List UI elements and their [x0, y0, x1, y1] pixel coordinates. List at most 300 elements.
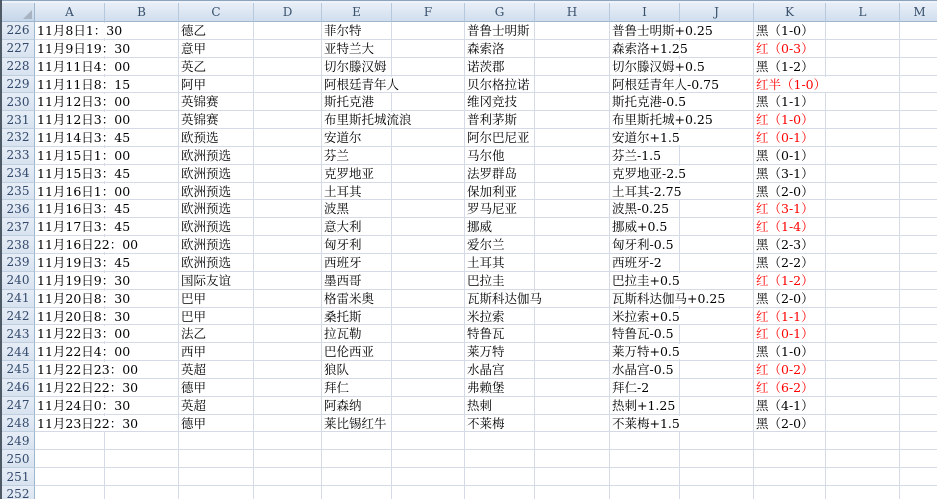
cell-L234[interactable] — [826, 165, 900, 183]
column-header-C[interactable]: C — [179, 3, 254, 22]
cell-E232[interactable] — [322, 129, 392, 147]
cell-L227[interactable] — [826, 40, 900, 58]
cell-I234[interactable] — [610, 165, 687, 183]
cell-F244[interactable] — [392, 343, 465, 361]
cell-I241[interactable] — [610, 290, 726, 308]
cell-A229[interactable] — [35, 76, 131, 94]
row-header-248[interactable]: 248 — [2, 415, 35, 433]
cell-I242[interactable] — [610, 308, 680, 326]
column-header-M[interactable]: M — [900, 3, 937, 22]
cell-J245[interactable] — [680, 361, 754, 379]
cell-H236[interactable] — [535, 200, 610, 218]
cell-L237[interactable] — [826, 218, 900, 236]
cell-A246[interactable] — [35, 379, 139, 397]
cell-J252[interactable] — [680, 486, 754, 499]
cell-H242[interactable] — [535, 308, 610, 326]
cell-M242[interactable] — [900, 308, 937, 326]
cell-A237[interactable] — [35, 218, 131, 236]
cell-L246[interactable] — [826, 379, 900, 397]
cell-H237[interactable] — [535, 218, 610, 236]
cell-J242[interactable] — [680, 308, 754, 326]
cell-A233[interactable] — [35, 147, 131, 165]
cell-D233[interactable] — [254, 147, 322, 165]
cell-D249[interactable] — [254, 432, 322, 450]
cell-M236[interactable] — [900, 200, 937, 218]
cell-A245[interactable] — [35, 361, 139, 379]
cell-I238[interactable] — [610, 236, 680, 254]
cell-F235[interactable] — [392, 183, 465, 201]
cell-C237[interactable] — [179, 218, 254, 236]
cell-K248[interactable] — [754, 415, 826, 433]
cell-J250[interactable] — [680, 450, 754, 468]
cell-I227[interactable] — [610, 40, 688, 58]
cell-A239[interactable] — [35, 254, 131, 272]
cell-L243[interactable] — [826, 325, 900, 343]
cell-K242[interactable] — [754, 308, 826, 326]
cell-F250[interactable] — [392, 450, 465, 468]
row-header-233[interactable]: 233 — [2, 147, 35, 165]
cell-C248[interactable] — [179, 415, 254, 433]
cell-H227[interactable] — [535, 40, 610, 58]
cell-L250[interactable] — [826, 450, 900, 468]
cell-H231[interactable] — [535, 111, 610, 129]
cell-E237[interactable] — [322, 218, 392, 236]
cell-I250[interactable] — [610, 450, 680, 468]
cell-E242[interactable] — [322, 308, 392, 326]
cell-K227[interactable] — [754, 40, 826, 58]
cell-L252[interactable] — [826, 486, 900, 499]
cell-L244[interactable] — [826, 343, 900, 361]
cell-M227[interactable] — [900, 40, 937, 58]
cell-A244[interactable] — [35, 343, 131, 361]
cell-K249[interactable] — [754, 432, 826, 450]
cell-H244[interactable] — [535, 343, 610, 361]
cell-M229[interactable] — [900, 76, 937, 94]
cell-D229[interactable] — [254, 76, 322, 94]
cell-I244[interactable] — [610, 343, 680, 361]
column-header-F[interactable]: F — [392, 3, 465, 22]
select-all-corner[interactable] — [2, 3, 35, 22]
cell-L240[interactable] — [826, 272, 900, 290]
cell-M252[interactable] — [900, 486, 937, 499]
cell-M250[interactable] — [900, 450, 937, 468]
cell-H250[interactable] — [535, 450, 610, 468]
cell-I226[interactable] — [610, 22, 713, 40]
cell-B251[interactable] — [105, 468, 179, 486]
cell-M232[interactable] — [900, 129, 937, 147]
cell-M234[interactable] — [900, 165, 937, 183]
cell-F238[interactable] — [392, 236, 465, 254]
cell-K233[interactable] — [754, 147, 826, 165]
cell-H241[interactable] — [535, 290, 610, 308]
cell-G233[interactable] — [465, 147, 535, 165]
cell-G230[interactable] — [465, 93, 535, 111]
cell-M246[interactable] — [900, 379, 937, 397]
cell-D248[interactable] — [254, 415, 322, 433]
cell-M231[interactable] — [900, 111, 937, 129]
cell-L229[interactable] — [826, 76, 900, 94]
cell-L235[interactable] — [826, 183, 900, 201]
cell-K235[interactable] — [754, 183, 826, 201]
cell-M245[interactable] — [900, 361, 937, 379]
cell-I245[interactable] — [610, 361, 680, 379]
cell-K247[interactable] — [754, 397, 826, 415]
cell-M237[interactable] — [900, 218, 937, 236]
cell-A226[interactable] — [35, 22, 123, 40]
cell-K239[interactable] — [754, 254, 826, 272]
row-header-234[interactable]: 234 — [2, 165, 35, 183]
cell-I248[interactable] — [610, 415, 680, 433]
cell-J236[interactable] — [680, 200, 754, 218]
cell-J238[interactable] — [680, 236, 754, 254]
cell-J251[interactable] — [680, 468, 754, 486]
cell-L248[interactable] — [826, 415, 900, 433]
cell-C246[interactable] — [179, 379, 254, 397]
cell-A232[interactable] — [35, 129, 131, 147]
cell-I228[interactable] — [610, 58, 705, 76]
cell-E239[interactable] — [322, 254, 392, 272]
cell-G231[interactable] — [465, 111, 535, 129]
cell-C241[interactable] — [179, 290, 254, 308]
cell-H240[interactable] — [535, 272, 610, 290]
cell-H239[interactable] — [535, 254, 610, 272]
cell-C240[interactable] — [179, 272, 254, 290]
cell-H251[interactable] — [535, 468, 610, 486]
row-header-226[interactable]: 226 — [2, 22, 35, 40]
cell-D228[interactable] — [254, 58, 322, 76]
cell-F247[interactable] — [392, 397, 465, 415]
cell-I231[interactable] — [610, 111, 713, 129]
row-header-230[interactable]: 230 — [2, 93, 35, 111]
row-header-238[interactable]: 238 — [2, 236, 35, 254]
cell-K251[interactable] — [754, 468, 826, 486]
cell-D251[interactable] — [254, 468, 322, 486]
row-header-246[interactable]: 246 — [2, 379, 35, 397]
cell-F226[interactable] — [392, 22, 465, 40]
cell-G248[interactable] — [465, 415, 535, 433]
cell-I235[interactable] — [610, 183, 680, 201]
cell-F251[interactable] — [392, 468, 465, 486]
cell-H235[interactable] — [535, 183, 610, 201]
cell-C229[interactable] — [179, 76, 254, 94]
row-header-232[interactable]: 232 — [2, 129, 35, 147]
cell-K234[interactable] — [754, 165, 826, 183]
cell-H234[interactable] — [535, 165, 610, 183]
cell-I230[interactable] — [610, 93, 687, 111]
cell-F233[interactable] — [392, 147, 465, 165]
cell-B249[interactable] — [105, 432, 179, 450]
cell-J244[interactable] — [680, 343, 754, 361]
cell-E244[interactable] — [322, 343, 392, 361]
cell-D252[interactable] — [254, 486, 322, 499]
cell-J247[interactable] — [680, 397, 754, 415]
cell-M247[interactable] — [900, 397, 937, 415]
cell-J227[interactable] — [680, 40, 754, 58]
cell-C245[interactable] — [179, 361, 254, 379]
row-header-231[interactable]: 231 — [2, 111, 35, 129]
cell-K245[interactable] — [754, 361, 826, 379]
cell-G228[interactable] — [465, 58, 535, 76]
column-header-E[interactable]: E — [322, 3, 392, 22]
cell-A243[interactable] — [35, 325, 131, 343]
cell-A238[interactable] — [35, 236, 139, 254]
cell-H228[interactable] — [535, 58, 610, 76]
cell-E226[interactable] — [322, 22, 392, 40]
cell-G241[interactable] — [465, 290, 543, 308]
cell-G226[interactable] — [465, 22, 535, 40]
cell-F230[interactable] — [392, 93, 465, 111]
cell-C243[interactable] — [179, 325, 254, 343]
cell-A252[interactable] — [35, 486, 105, 499]
cell-F240[interactable] — [392, 272, 465, 290]
cell-M249[interactable] — [900, 432, 937, 450]
cell-K250[interactable] — [754, 450, 826, 468]
row-header-242[interactable]: 242 — [2, 308, 35, 326]
cell-J235[interactable] — [680, 183, 754, 201]
cell-A242[interactable] — [35, 308, 131, 326]
cell-L228[interactable] — [826, 58, 900, 76]
row-header-247[interactable]: 247 — [2, 397, 35, 415]
row-header-239[interactable]: 239 — [2, 254, 35, 272]
row-header-235[interactable]: 235 — [2, 183, 35, 201]
cell-C234[interactable] — [179, 165, 254, 183]
cell-H243[interactable] — [535, 325, 610, 343]
cell-J243[interactable] — [680, 325, 754, 343]
cell-L230[interactable] — [826, 93, 900, 111]
cell-L236[interactable] — [826, 200, 900, 218]
cell-I229[interactable] — [610, 76, 720, 94]
cell-D231[interactable] — [254, 111, 322, 129]
cell-E235[interactable] — [322, 183, 392, 201]
cell-G232[interactable] — [465, 129, 535, 147]
cell-E252[interactable] — [322, 486, 392, 499]
cell-G247[interactable] — [465, 397, 535, 415]
cell-G251[interactable] — [465, 468, 535, 486]
cell-C244[interactable] — [179, 343, 254, 361]
cell-E246[interactable] — [322, 379, 392, 397]
cell-I233[interactable] — [610, 147, 680, 165]
cell-J246[interactable] — [680, 379, 754, 397]
row-header-228[interactable]: 228 — [2, 58, 35, 76]
cell-J232[interactable] — [680, 129, 754, 147]
cell-E228[interactable] — [322, 58, 392, 76]
cell-F249[interactable] — [392, 432, 465, 450]
cell-M228[interactable] — [900, 58, 937, 76]
cell-L231[interactable] — [826, 111, 900, 129]
cell-K236[interactable] — [754, 200, 826, 218]
cell-J230[interactable] — [680, 93, 754, 111]
cell-F236[interactable] — [392, 200, 465, 218]
cell-C226[interactable] — [179, 22, 254, 40]
cell-E231[interactable] — [322, 111, 412, 129]
cell-F237[interactable] — [392, 218, 465, 236]
cell-D240[interactable] — [254, 272, 322, 290]
row-header-249[interactable]: 249 — [2, 432, 35, 450]
cell-A251[interactable] — [35, 468, 105, 486]
cell-E250[interactable] — [322, 450, 392, 468]
cell-D235[interactable] — [254, 183, 322, 201]
cell-K241[interactable] — [754, 290, 826, 308]
cell-D247[interactable] — [254, 397, 322, 415]
cell-I240[interactable] — [610, 272, 680, 290]
cell-A230[interactable] — [35, 93, 131, 111]
cell-G234[interactable] — [465, 165, 535, 183]
cell-M233[interactable] — [900, 147, 937, 165]
cell-A227[interactable] — [35, 40, 131, 58]
cell-F232[interactable] — [392, 129, 465, 147]
cell-D242[interactable] — [254, 308, 322, 326]
cell-A241[interactable] — [35, 290, 131, 308]
cell-L226[interactable] — [826, 22, 900, 40]
cell-F234[interactable] — [392, 165, 465, 183]
cell-D246[interactable] — [254, 379, 322, 397]
cell-G249[interactable] — [465, 432, 535, 450]
cell-C231[interactable] — [179, 111, 254, 129]
cell-E245[interactable] — [322, 361, 392, 379]
cell-G250[interactable] — [465, 450, 535, 468]
cell-H248[interactable] — [535, 415, 610, 433]
cell-A234[interactable] — [35, 165, 131, 183]
cell-L247[interactable] — [826, 397, 900, 415]
cell-L232[interactable] — [826, 129, 900, 147]
cell-J237[interactable] — [680, 218, 754, 236]
cell-I236[interactable] — [610, 200, 680, 218]
cell-D243[interactable] — [254, 325, 322, 343]
cell-C230[interactable] — [179, 93, 254, 111]
cell-G237[interactable] — [465, 218, 535, 236]
cell-C250[interactable] — [179, 450, 254, 468]
cell-D237[interactable] — [254, 218, 322, 236]
column-header-D[interactable]: D — [254, 3, 322, 22]
cell-J239[interactable] — [680, 254, 754, 272]
cell-E227[interactable] — [322, 40, 392, 58]
cell-D241[interactable] — [254, 290, 322, 308]
column-header-L[interactable]: L — [826, 3, 900, 22]
cell-A247[interactable] — [35, 397, 131, 415]
row-header-245[interactable]: 245 — [2, 361, 35, 379]
cell-A228[interactable] — [35, 58, 131, 76]
cell-A231[interactable] — [35, 111, 131, 129]
cell-C247[interactable] — [179, 397, 254, 415]
cell-H230[interactable] — [535, 93, 610, 111]
cell-L251[interactable] — [826, 468, 900, 486]
cell-C238[interactable] — [179, 236, 254, 254]
column-header-I[interactable]: I — [610, 3, 680, 22]
cell-I246[interactable] — [610, 379, 680, 397]
cell-D244[interactable] — [254, 343, 322, 361]
cell-H246[interactable] — [535, 379, 610, 397]
cell-L245[interactable] — [826, 361, 900, 379]
cell-G244[interactable] — [465, 343, 535, 361]
cell-E247[interactable] — [322, 397, 392, 415]
cell-A240[interactable] — [35, 272, 131, 290]
row-header-236[interactable]: 236 — [2, 200, 35, 218]
cell-G243[interactable] — [465, 325, 535, 343]
cell-H245[interactable] — [535, 361, 610, 379]
cell-M230[interactable] — [900, 93, 937, 111]
cell-G238[interactable] — [465, 236, 535, 254]
cell-M243[interactable] — [900, 325, 937, 343]
cell-C252[interactable] — [179, 486, 254, 499]
column-header-K[interactable]: K — [754, 3, 826, 22]
cell-H247[interactable] — [535, 397, 610, 415]
cell-L242[interactable] — [826, 308, 900, 326]
cell-I249[interactable] — [610, 432, 680, 450]
row-header-244[interactable]: 244 — [2, 343, 35, 361]
cell-E249[interactable] — [322, 432, 392, 450]
cell-G240[interactable] — [465, 272, 535, 290]
column-header-J[interactable]: J — [680, 3, 754, 22]
cell-C233[interactable] — [179, 147, 254, 165]
cell-G245[interactable] — [465, 361, 535, 379]
cell-A249[interactable] — [35, 432, 105, 450]
cell-D239[interactable] — [254, 254, 322, 272]
cell-C228[interactable] — [179, 58, 254, 76]
row-header-240[interactable]: 240 — [2, 272, 35, 290]
cell-D230[interactable] — [254, 93, 322, 111]
cell-M239[interactable] — [900, 254, 937, 272]
cell-F245[interactable] — [392, 361, 465, 379]
cell-C227[interactable] — [179, 40, 254, 58]
cell-D250[interactable] — [254, 450, 322, 468]
cell-K229[interactable] — [754, 76, 826, 94]
cell-J249[interactable] — [680, 432, 754, 450]
cell-K226[interactable] — [754, 22, 826, 40]
cell-H252[interactable] — [535, 486, 610, 499]
cell-F229[interactable] — [392, 76, 465, 94]
cell-G235[interactable] — [465, 183, 535, 201]
cell-G227[interactable] — [465, 40, 535, 58]
cell-K238[interactable] — [754, 236, 826, 254]
cell-K246[interactable] — [754, 379, 826, 397]
cell-M248[interactable] — [900, 415, 937, 433]
cell-D234[interactable] — [254, 165, 322, 183]
cell-D226[interactable] — [254, 22, 322, 40]
cell-C236[interactable] — [179, 200, 254, 218]
cell-L238[interactable] — [826, 236, 900, 254]
cell-H233[interactable] — [535, 147, 610, 165]
cell-F242[interactable] — [392, 308, 465, 326]
cell-F241[interactable] — [392, 290, 465, 308]
cell-A235[interactable] — [35, 183, 131, 201]
cell-F228[interactable] — [392, 58, 465, 76]
cell-M244[interactable] — [900, 343, 937, 361]
cell-I237[interactable] — [610, 218, 680, 236]
column-header-B[interactable]: B — [105, 3, 179, 22]
cell-K237[interactable] — [754, 218, 826, 236]
cell-E240[interactable] — [322, 272, 392, 290]
cell-I247[interactable] — [610, 397, 680, 415]
cell-F248[interactable] — [392, 415, 465, 433]
cell-I251[interactable] — [610, 468, 680, 486]
cell-J233[interactable] — [680, 147, 754, 165]
cell-H226[interactable] — [535, 22, 610, 40]
cell-I239[interactable] — [610, 254, 680, 272]
cell-F252[interactable] — [392, 486, 465, 499]
cell-C235[interactable] — [179, 183, 254, 201]
cell-C242[interactable] — [179, 308, 254, 326]
cell-K231[interactable] — [754, 111, 826, 129]
cell-G236[interactable] — [465, 200, 535, 218]
cell-M240[interactable] — [900, 272, 937, 290]
cell-D245[interactable] — [254, 361, 322, 379]
cell-F239[interactable] — [392, 254, 465, 272]
cell-A236[interactable] — [35, 200, 131, 218]
cell-I243[interactable] — [610, 325, 680, 343]
row-header-250[interactable]: 250 — [2, 450, 35, 468]
row-header-243[interactable]: 243 — [2, 325, 35, 343]
cell-L249[interactable] — [826, 432, 900, 450]
